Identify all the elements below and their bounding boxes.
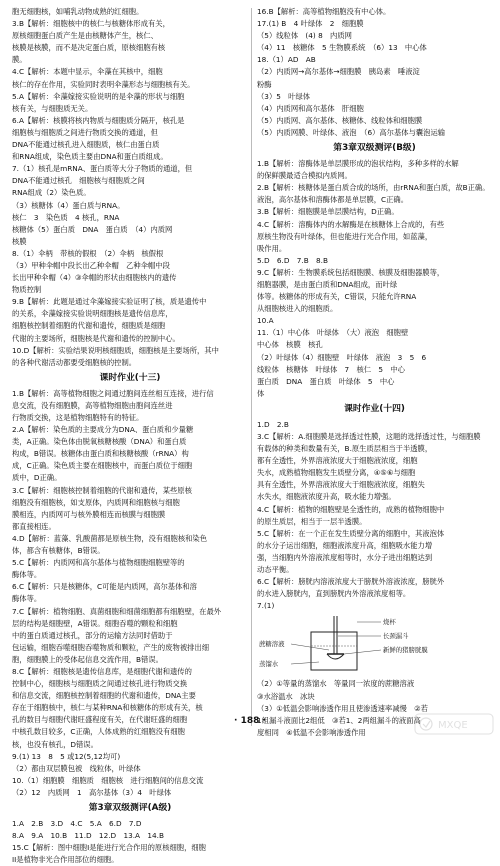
- homework-13-answers: [12, 388, 248, 799]
- answer-line: 存在于细胞核中，核仁与某种RNA和核糖体的形成有关，核: [12, 703, 203, 713]
- right-column: [257, 6, 492, 739]
- answer-line: 9.C【解析：生物膜系统包括细胞膜、核膜及细胞器膜等，: [257, 267, 445, 277]
- answer-line: 10.A: [257, 316, 274, 326]
- answer-line: 粉酶: [257, 79, 272, 89]
- answer-line: 原核细胞蛋白质产生是由核糖体产生，核仁、: [12, 31, 158, 41]
- answer-line: 8.（1）伞柄 带核的假根 （2）伞柄 核假根: [12, 248, 164, 258]
- left-column: [12, 6, 248, 866]
- answer-line: 核仁的存在作用，实验同时表明伞藻形态与细胞核有关。: [12, 79, 195, 89]
- answer-line: （5）线粒体 (4) 8 内质网: [257, 31, 352, 41]
- answer-line: 细胞核控制着细胞的代谢和遗传，细胞质是细胞: [12, 321, 166, 331]
- ch3-test-a-answers: [12, 818, 248, 866]
- answer-line: 16.B【解析：高等植物细胞没有中心体。: [257, 7, 391, 16]
- answer-line: RNA组成（2）染色质。: [12, 188, 91, 198]
- answer-line: 和RNA组成，染色质主要由DNA和蛋白质组成。: [12, 152, 168, 162]
- answer-line: （2）12 内质网 1 高尔基体（3）4 叶绿体: [12, 787, 172, 797]
- answer-line: （2）都由双层膜包被 线粒体，叶绿体: [12, 763, 141, 773]
- answer-line: （4）11 核糖体 5 生物膜系统 （6）13 中心体: [257, 43, 427, 53]
- answer-line: DNA不能通过核孔进入细胞质，核仁由蛋白质: [12, 140, 160, 150]
- figure-label-distilled-water: 蒸馏水: [259, 660, 279, 669]
- answer-line: （2）叶绿体（4）细胞壁 叶绿体 液泡 3 5 6: [257, 352, 427, 362]
- answer-line: 7.（1）核孔是mRNA、蛋白质等大分子物质的通道，但: [12, 164, 193, 174]
- answer-line: 成，C正确。染色质主要在细胞核中，而蛋白质位于细胞: [12, 461, 193, 471]
- answer-line: 的原生质层，相当于一层半透膜。: [257, 516, 367, 526]
- answer-line: 物质控制: [12, 285, 42, 295]
- answer-line: 2.A【解析：染色质的主要成分为DNA、蛋白质和少量糖: [12, 425, 194, 435]
- answer-line: 1.D 2.B: [257, 419, 289, 429]
- answer-line: 核糖体（5）蛋白质 DNA 蛋白质 （4）内质网: [12, 224, 173, 234]
- page-number: · 188 ·: [234, 716, 266, 726]
- answer-line: 都有全透性，外界溶液浓度大于细胞液浓度，细胞: [257, 456, 418, 466]
- answer-line: 和信息交流，细胞核控制着细胞的代谢和遗传，DNA主要: [12, 691, 196, 701]
- figure-label-sucrose: 蔗糖溶液: [259, 640, 285, 649]
- answer-line: 控制中心，细胞核与细胞质之间通过核孔进行物质交换: [12, 679, 188, 689]
- answer-line: ③水浴温水 冰块: [257, 691, 315, 701]
- answer-line: 11.（1）中心体 叶绿体 （大）液泡 细胞壁: [257, 328, 409, 338]
- answer-line: 动态平衡。: [257, 565, 294, 575]
- answer-line: 失水，成熟植物细胞发生质壁分离，④⑤⑥与细胞: [257, 468, 416, 478]
- answer-line: 具有全透性，外界溶液浓度大于细胞液浓度，细胞失: [257, 480, 425, 490]
- answer-line: 3.B【解析：细胞膜是单层膜结构，D正确。: [257, 207, 399, 217]
- answer-line: 9.(1) 13 8 5 或12(5,12均可): [12, 751, 121, 761]
- answer-line: 核仁 3 染色质 4 核孔，RNA: [12, 212, 120, 222]
- answer-line: （3）①低温会影响渗透作用且使渗透速率减慢 ②若: [257, 703, 428, 713]
- answer-line: 的保鲜膜最适合模拟内质网。: [257, 171, 352, 181]
- svg-text:MXQE: MXQE: [438, 720, 468, 731]
- answer-line: 10.D【解析：实验结果说明核细胞质，细胞核是主要场所，其中: [12, 345, 219, 355]
- answer-line: 的水进入膀胱内，直到膀胱内外溶液浓度相等。: [257, 589, 411, 599]
- answer-line: 7.(1): [257, 601, 275, 611]
- answer-line: 6.C【解析：膀胱内溶液浓度大于膀胱外溶液浓度，膀胱外: [257, 577, 445, 587]
- osmosis-apparatus-diagram: [271, 614, 471, 676]
- answer-line: 中心体 核膜 核孔: [257, 340, 323, 350]
- answer-line: 3.C【解析：A.细胞膜是选择透过性膜，这题的选择透过性，与细胞膜: [257, 432, 481, 441]
- figure-label-membrane: 新鲜的猪膀胱膜: [383, 646, 428, 655]
- answer-line: （5）内质网、高尔基体、核糖体、线粒体和细胞膜: [257, 115, 423, 125]
- answer-line: 核膜是核膜，而不是决定蛋白质，原核细胞有核: [12, 43, 166, 53]
- answer-line: 9.B【解析：此题是通过伞藻嫁接实验证明了核，质是遗传中: [12, 297, 207, 307]
- answer-line: 有载体的种类和数量有关，B.原生质层相当于半透膜，: [257, 444, 433, 454]
- answer-line: 5.D 6.D 7.B 8.B: [257, 255, 328, 265]
- answer-line: 4.C【解析：溶酶体内的水解酶是在核糖体上合成的，有些: [257, 219, 445, 229]
- answer-line: 10.（1）细胞膜 细胞质 细胞核 进行细胞间的信息交流: [12, 775, 204, 785]
- answer-line: 15.C【解析：图中细胞I是能进行光合作用的原核细胞，细胞: [12, 843, 206, 853]
- answer-line: 核有关，与细胞质无关。: [12, 103, 93, 113]
- ch3-test-b-answers: [257, 158, 492, 400]
- answer-line: 8.C【解析：细胞核是遗传信息库，是细胞代谢和遗传的: [12, 666, 192, 676]
- answer-line: 强，当细胞内外溶液浓度相等时，水分子进出细胞达到: [257, 552, 433, 562]
- answer-line: 1.A 2.B 3.D 4.C 5.A 6.D 7.D: [12, 819, 142, 828]
- answer-line: 层的结构是细胞壁，A错误。细胞吞噬的颗粒和细胞: [12, 618, 178, 628]
- answer-line: 长出甲种伞帽（4）③伞帽的形状由细胞核内的遗传: [12, 273, 177, 283]
- answer-line: 中核孔数目较多，C正确，人体成熟的红细胞没有细胞: [12, 727, 185, 737]
- answer-line: 水失水，细胞液浓度升高，吸水能力增强。: [257, 492, 396, 502]
- left-answer-block: [12, 6, 248, 369]
- answer-line: 的各种代谢活动都要受细胞核的控制。: [12, 357, 137, 367]
- answer-line: 构成，B错误。核糖体由蛋白质和核糖核酸（rRNA）构: [12, 449, 189, 459]
- answer-line: 蛋白质 DNA 蛋白质 叶绿体 5 中心: [257, 376, 395, 386]
- answer-line: 细胞器膜，是由蛋白质和DNA组成，而叶绿: [257, 279, 398, 289]
- answer-line: 酶体等。: [12, 594, 42, 604]
- answer-line: 胞无细胞核，如哺乳动物成熟的红细胞。: [12, 7, 144, 16]
- answer-line: 体等。核糖体的形成有关，C错误，只能允许RNA: [257, 292, 417, 302]
- answer-line: 膜相连，内质网可与核外膜相连而核膜与细胞膜: [12, 509, 166, 519]
- answer-line: 7.C【解析：植物细胞、真菌细胞和细菌细胞都有细胞壁，在最外: [12, 606, 222, 616]
- answer-line: DNA不能通过核孔 细胞核与细胞质之间: [12, 176, 145, 186]
- answer-line: 2.B【解析：核糖体是蛋白质合成的场所，由rRNA和蛋白质，故B正确。: [257, 183, 490, 193]
- answer-line: 4.D【解析：蓝藻、乳酸菌都是原核生物，没有细胞核和染色: [12, 533, 208, 543]
- answer-line: 质中，D正确。: [12, 473, 62, 483]
- homework-14-answers: [257, 419, 492, 613]
- section-heading-ch3-test-a: 第3章双级测评(A级): [88, 803, 172, 813]
- answer-line: 从细胞核进入的细胞质。: [257, 304, 338, 314]
- answer-line: （3）甲种伞帽中段长出乙种伞帽 乙种伞帽中段: [12, 260, 170, 270]
- answer-line: 孔的数目与细胞代谢旺盛程度有关，在代谢旺盛的细胞: [12, 715, 188, 725]
- answer-line: 线粒体 核糖体 叶绿体 7 核仁 5 中心: [257, 364, 405, 374]
- osmosis-apparatus-figure: [259, 614, 471, 676]
- answer-line: （5）内质网膜、叶绿体、液泡 （6）高尔基体与囊泡运输: [257, 127, 446, 137]
- answer-line: 4.C【解析：植物的细胞壁是全透性的，成熟的植物细胞中: [257, 504, 445, 514]
- answer-line: 息交流，没有细胞膜，高等植物细胞由胞间连丝进: [12, 400, 173, 410]
- answer-line: II是植物非光合作用部位的细胞。: [12, 855, 119, 865]
- answer-line: 酶体等。: [12, 570, 42, 580]
- answer-line: 行物质交换，这是植物细胞特有的特征。: [12, 413, 144, 422]
- figure-label-funnel: 长颈漏斗: [383, 632, 409, 641]
- answer-line: 体，都含有核糖体，B错误。: [12, 546, 105, 556]
- section-heading-homework-14: 课时作业(十四): [344, 403, 405, 414]
- answer-line: 17.(1) B 4 叶绿体 2 细胞膜: [257, 19, 364, 29]
- watermark-logo: [414, 713, 494, 735]
- answer-line: （3）5 叶绿体: [257, 91, 311, 101]
- answer-line: 的关系，伞藻嫁接实验说明细胞核是遗传信息库，: [12, 309, 173, 319]
- answer-line: 1.B【解析：高等植物细胞之间通过胞间连丝相互连接，进行信: [12, 388, 214, 398]
- answer-line: 5.A【解析：伞藻嫁接实验说明的是伞藻的形状与细胞: [12, 91, 185, 101]
- answer-line: 6.C【解析：只是核糖体，C可能是内质网，高尔基体和溶: [12, 582, 197, 592]
- answer-line: 核，也没有核孔，D错误。: [12, 739, 98, 749]
- answer-line: 原核生物没有叶绿体，但也能进行光合作用，如蓝藻，: [257, 231, 433, 241]
- answer-line: 胞，细胞膜上的受体起信息交流作用，B错误。: [12, 654, 163, 664]
- answer-line: 核膜: [12, 236, 27, 246]
- answer-line: 的水分子运出细胞，细胞液浓度升高，细胞吸水能力增: [257, 540, 433, 550]
- answer-line: 3.C【解析：细胞核控制着细胞的代谢和遗传，某些原核: [12, 485, 192, 495]
- answer-line: 1组漏斗液面比2组低 ③若1、2两组漏斗的液面高: [257, 715, 421, 725]
- answer-line: （4）内质网和高尔基体 肝细胞: [257, 103, 364, 113]
- figure-label-beaker: 烧杯: [383, 618, 396, 627]
- answer-line: （2）内质网→高尔基体→细胞膜 胰岛素 唾液淀: [257, 67, 420, 77]
- answer-line: 细胞核与细胞质之间进行物质交换的通道，但: [12, 127, 158, 137]
- answer-line: 5.C【解析：在一个正在发生质壁分离的细胞中，其液泡体: [257, 528, 445, 538]
- answer-line: 1.B【解析：溶酶体是单层膜形成的泡状结构，多种多样的水解: [257, 159, 459, 169]
- answer-line: 3.B【解析：细胞核中的核仁与核糖体形成有关，: [12, 19, 170, 29]
- answer-line: 细胞没有细胞核，如支原体，内质网和细胞核与细胞: [12, 497, 180, 507]
- column-divider: [251, 8, 252, 726]
- answer-line: 8.A 9.A 10.B 11.D 12.D 13.A 14.B: [12, 831, 164, 841]
- right-answer-block: [257, 6, 492, 139]
- answer-line: 中的蛋白质通过核孔，部分的运输方法同时借助于: [12, 630, 173, 640]
- answer-line: （3）核糖体（4）蛋白质与RNA。: [12, 200, 125, 210]
- section-heading-ch3-test-b: 第3章双级测评(B级): [333, 143, 416, 154]
- answer-line: 18.（1）AD AB: [257, 55, 316, 65]
- answer-line: 膜。: [12, 55, 27, 65]
- answer-line: 包运输，细胞吞噬细胞吞噬物质和颗粒，产生的废物被排出细: [12, 642, 210, 652]
- answer-line: 液泡，高尔基体和溶酶体都是单层膜，C正确。: [257, 195, 409, 205]
- answer-line: 5.C【解析：内质网和高尔基体与植物细胞细胞壁等的: [12, 558, 185, 568]
- answer-line: 6.A【解析：核膜将核内物质与细胞质分隔开，核孔是: [12, 115, 185, 125]
- answer-line: （2）①等量的蒸馏水 等量同一浓度的蔗糖溶液: [257, 679, 415, 689]
- answer-line: 类，A正确。染色体由脱氧核糖核酸（DNA）和蛋白质: [12, 437, 187, 447]
- answer-line: 都直接相连。: [12, 521, 56, 531]
- answer-line: 代谢的主要场所，细胞核是代谢和遗传的控制中心。: [12, 333, 180, 343]
- answer-line: 体: [257, 388, 265, 398]
- answer-line: 吸作用。: [257, 243, 287, 253]
- answer-line: 4.C【解析：本题中显示，伞藻在其核中，细胞: [12, 67, 163, 77]
- section-heading-homework-13: 课时作业(十三): [99, 372, 161, 383]
- answer-line: 度相同 ④低温不会影响渗透作用: [257, 727, 366, 737]
